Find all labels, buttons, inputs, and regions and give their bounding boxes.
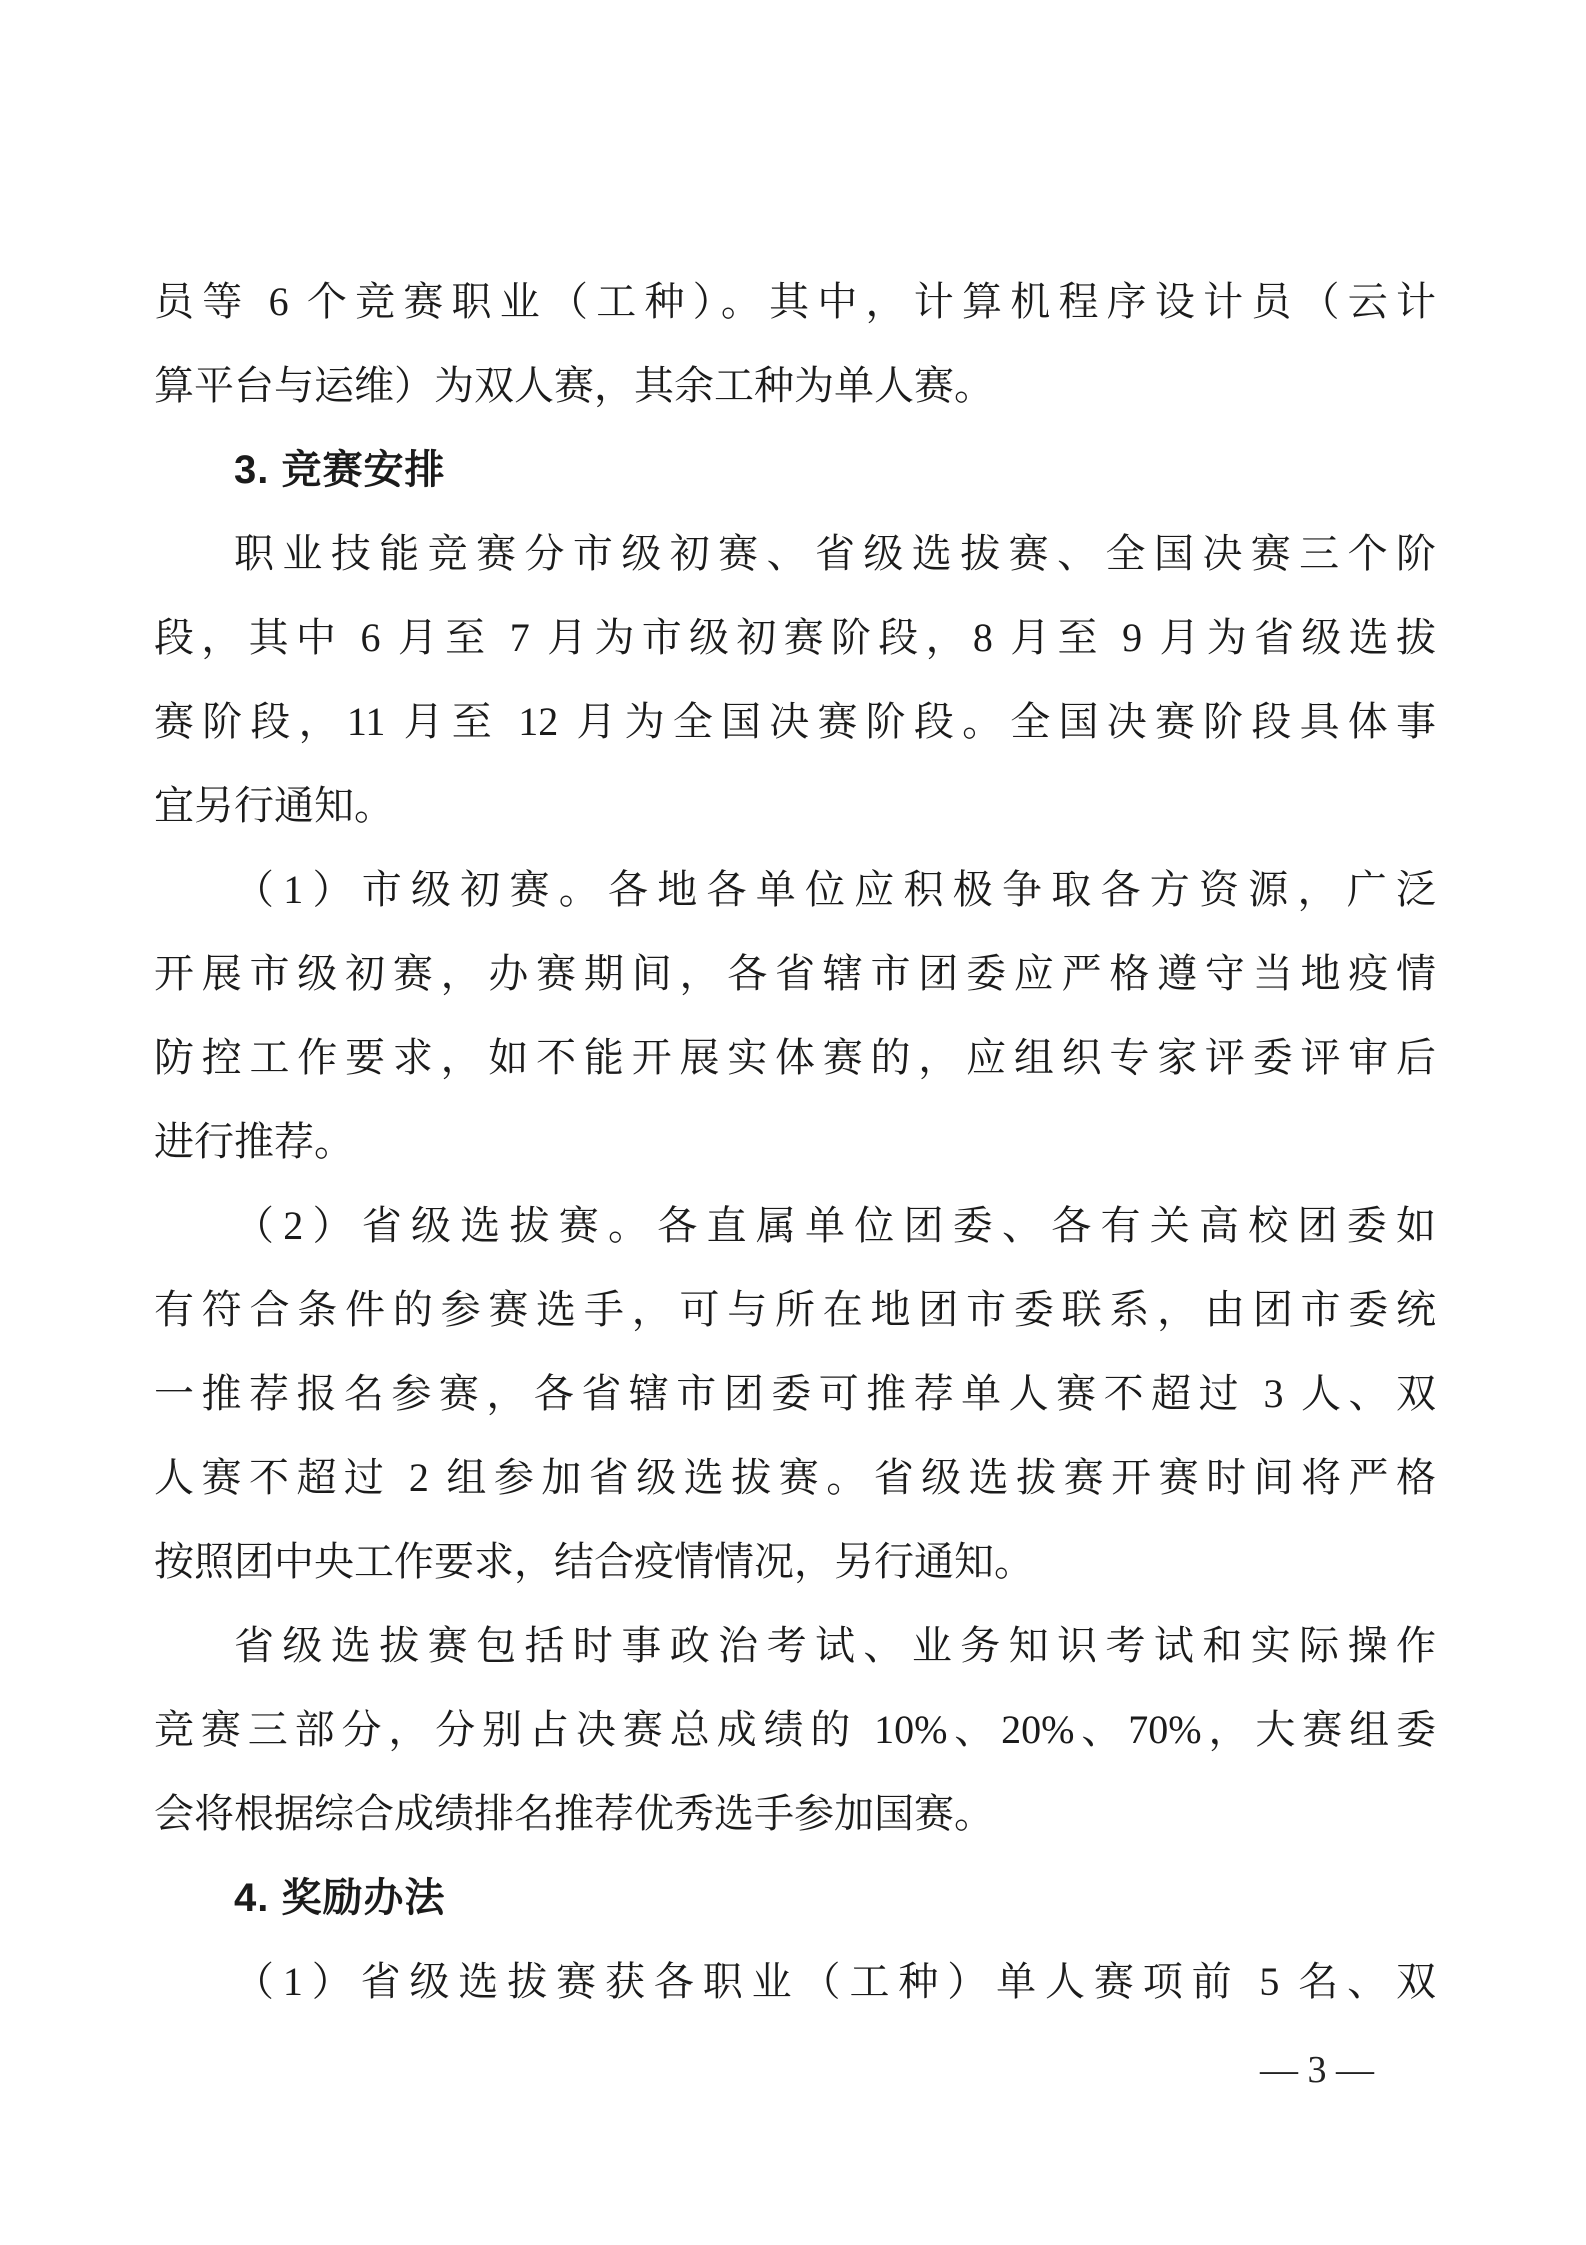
text-line: （1）省级选拔赛获各职业（工种）单人赛项前 5 名、双 [234,1959,1436,2004]
text-line: 宜另行通知。 [154,783,394,828]
text-line: 赛阶段，11 月至 12 月为全国决赛阶段。全国决赛阶段具体事 [154,699,1436,744]
document-body [154,260,1436,2024]
text-line: 竞赛三部分，分别占决赛总成绩的 10%、20%、70%，大赛组委 [154,1707,1436,1752]
section-heading: 4. 奖励办法 [234,1876,446,1920]
text-line: 按照团中央工作要求，结合疫情情况，另行通知。 [154,1539,1034,1584]
text-line: 一推荐报名参赛，各省辖市团委可推荐单人赛不超过 3 人、双 [154,1371,1436,1416]
text-line: 员等 6 个竞赛职业（工种）。其中，计算机程序设计员（云计 [154,279,1436,324]
text-line: （1）市级初赛。各地各单位应积极争取各方资源，广泛 [234,867,1436,912]
text-line: 算平台与运维）为双人赛，其余工种为单人赛。 [154,363,994,408]
text-line: （2）省级选拔赛。各直属单位团委、各有关高校团委如 [234,1203,1436,1248]
text-line: 段，其中 6 月至 7 月为市级初赛阶段，8 月至 9 月为省级选拔 [154,615,1436,660]
text-line: 防控工作要求，如不能开展实体赛的，应组织专家评委评审后 [154,1035,1436,1080]
section-heading: 3. 竞赛安排 [234,448,446,492]
text-line: 省级选拔赛包括时事政治考试、业务知识考试和实际操作 [234,1623,1436,1668]
page-number: — 3 — [1260,2049,1374,2091]
text-line: 会将根据综合成绩排名推荐优秀选手参加国赛。 [154,1791,994,1836]
text-line: 有符合条件的参赛选手，可与所在地团市委联系，由团市委统 [154,1287,1436,1332]
text-line: 人赛不超过 2 组参加省级选拔赛。省级选拔赛开赛时间将严格 [154,1455,1436,1500]
text-line: 开展市级初赛，办赛期间，各省辖市团委应严格遵守当地疫情 [154,951,1436,996]
text-line: 进行推荐。 [154,1119,354,1164]
text-line: 职业技能竞赛分市级初赛、省级选拔赛、全国决赛三个阶 [234,531,1436,576]
page-footer [1260,2046,1374,2094]
